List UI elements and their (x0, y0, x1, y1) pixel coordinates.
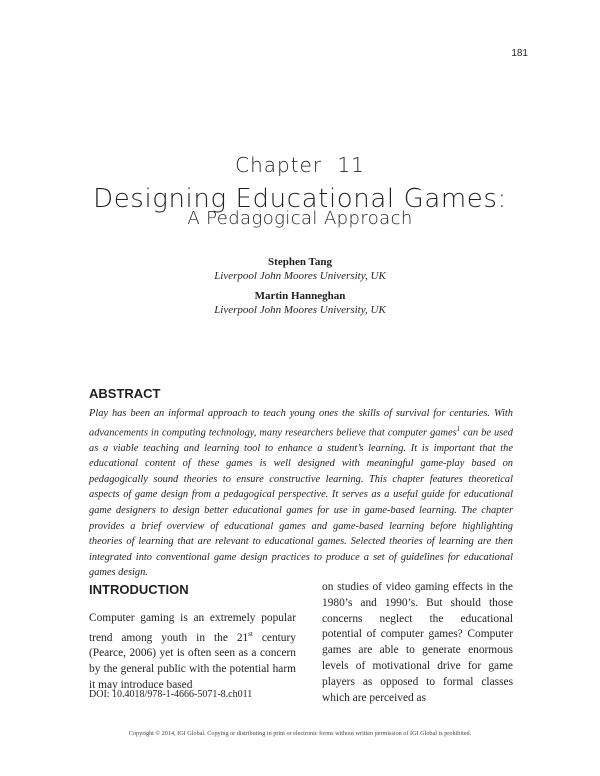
author-block (0, 256, 600, 284)
author-affiliation: Liverpool John Moores University, UK (214, 304, 386, 316)
chapter-label: Chapter 11 (235, 153, 365, 177)
abstract-heading: ABSTRACT (89, 386, 161, 401)
doi: DOI: 10.4018/978-1-4666-5071-8.ch011 (89, 689, 253, 700)
author-name: Stephen Tang (268, 256, 332, 268)
page-number: 181 (511, 48, 528, 59)
introduction-right-column: on studies of video gaming effects in the 1980’s and 1990’s. But should those concerns neglect the educational potential of computer games? Computer games are able to generate enormous levels of motivational drive for game players as opposed to formal classes which are perceived as (322, 581, 513, 704)
chapter-subtitle: A Pedagogical Approach (187, 208, 413, 229)
author-block (0, 290, 600, 318)
abstract-body (89, 406, 513, 581)
copyright-notice: Copyright © 2014, IGI Global. Copying or distributing in print or electronic forms without written permission of IGI Global is prohibited. (128, 730, 472, 737)
abstract-text-part: Play has been an informal approach to teach young ones the skills of survival for centuries. With advancements in computing technology, many researchers believe that computer games (89, 408, 513, 439)
chapter-title: Designing Educational Games: (93, 184, 507, 214)
introduction-text-part: Computer gaming is an extremely popular trend among youth in the 21 (89, 612, 296, 644)
footnote-marker: 1 (456, 424, 461, 433)
introduction-left-column (89, 611, 296, 694)
ordinal-suffix: st (248, 629, 253, 638)
author-affiliation: Liverpool John Moores University, UK (214, 270, 386, 282)
introduction-text-part: century (Pearce, 2006) yet is often seen as a concern by the general public with the potential harm it may introduce based (89, 631, 296, 691)
introduction-heading: INTRODUCTION (89, 582, 189, 597)
abstract-text-part: can be used as a viable teaching and learning tool to enhance a student’s learning. It is important that the educational content of these games is well designed with meaningful game-play based on pedagogically sound theories to ensure constructive learning. This chapter features theoretical aspects of game design from a pedagogical perspective. It serves as a useful guide for educational game designers to design better educational games for use in game-based learning. The chapter provides a brief overview of educational games and game-based learning before highlighting theories of learning that are relevant to educational games. Selected theories of learning are then integrated into conventional game design practices to produce a set of guidelines for educational games design. (89, 427, 513, 579)
author-name: Martin Hanneghan (254, 290, 346, 302)
